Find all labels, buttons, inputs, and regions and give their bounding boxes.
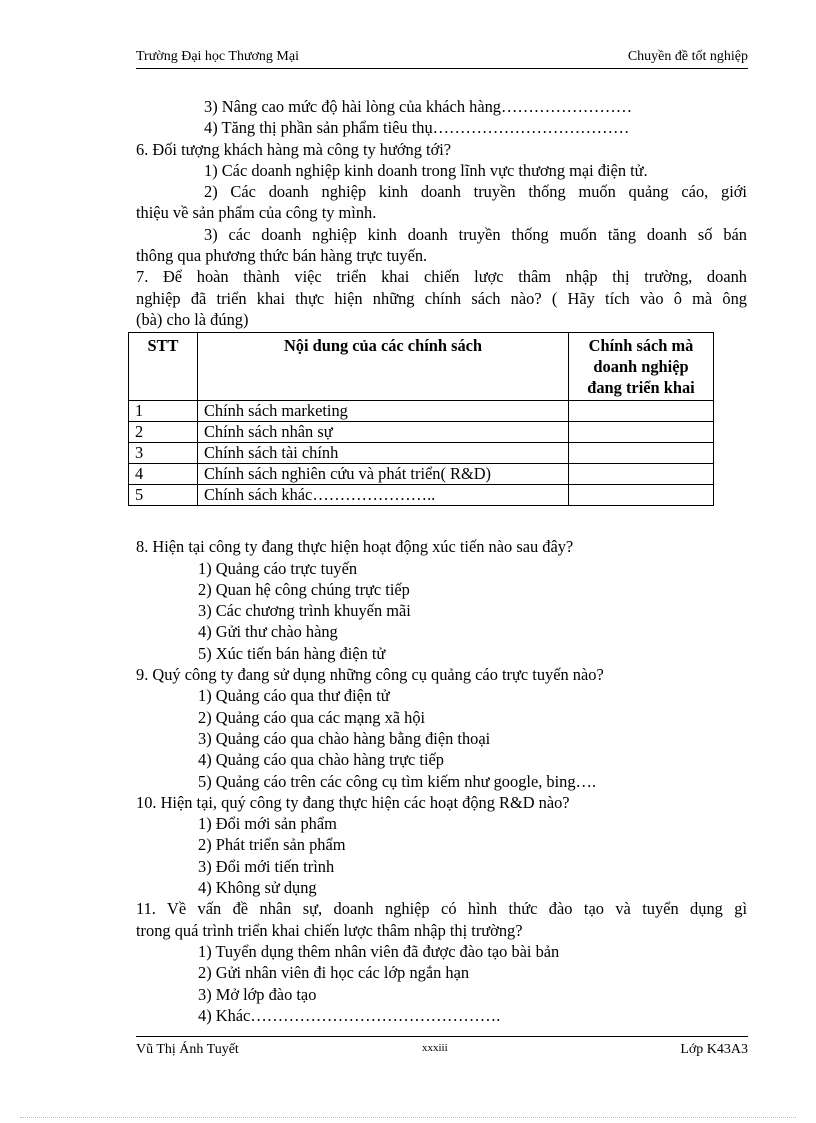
row-stt: 5 [129,485,198,506]
row-stt: 1 [129,401,198,422]
page-content [136,96,747,1026]
header-school: Trường Đại học Thương Mại [136,49,299,64]
q9-option: 5) Quảng cáo trên các công cụ tìm kiếm như google, bing…. [198,771,597,791]
table-row [129,485,714,506]
q7-line-3: (bà) cho là đúng) [136,309,249,329]
page-header [136,48,748,69]
q11-option: 2) Gửi nhân viên đi học các lớp ngắn hạn [198,963,470,983]
page-bottom-border [20,1117,796,1118]
q10-option: 2) Phát triển sản phẩm [198,835,346,855]
q11-option: 3) Mở lớp đào tạo [198,984,317,1004]
row-stt: 4 [129,464,198,485]
q8-option: 5) Xúc tiến bán hàng điện tử [198,643,386,663]
q5-item-4: 4) Tăng thị phần sản phẩm tiêu thụ……………………………… [204,118,630,138]
q11-option: 1) Tuyển dụng thêm nhân viên đã được đào tạo bài bản [198,941,560,961]
q9-option: 4) Quảng cáo qua chào hàng trực tiếp [198,750,444,770]
q8-option: 4) Gửi thư chào hàng [198,622,338,642]
table-row [129,422,714,443]
header-doc-type: Chuyền đề tốt nghiệp [627,49,748,64]
row-content: Chính sách khác………………….. [198,485,569,506]
q6-option-3b: thông qua phương thức bán hàng trực tuyến. [136,246,428,266]
table-row [129,464,714,485]
q6-option-3a: 3) các doanh nghiệp kinh doanh truyền thống muốn tăng doanh số bán [204,224,747,244]
q9-question: 9. Quý công ty đang sử dụng những công cụ quảng cáo trực tuyến nào? [136,665,604,685]
q6-option-2b: thiệu về sản phẩm của công ty mình. [136,203,377,223]
q9-option: 1) Quảng cáo qua thư điện tử [198,686,390,706]
row-checkbox-cell[interactable] [569,422,714,443]
q10-option: 3) Đổi mới tiến trình [198,856,335,876]
table-row [129,401,714,422]
footer-class: Lớp K43A3 [680,1042,748,1057]
footer-page-number: xxxiii [422,1042,448,1054]
q6-option-1: 1) Các doanh nghiệp kinh doanh trong lĩnh vực thương mại điện tử. [204,160,648,180]
q7-line-2: nghiệp đã triển khai thực hiện những chính sách nào? ( Hãy tích vào ô mà ông [136,288,747,308]
q8-option: 1) Quảng cáo trực tuyến [198,558,358,578]
q6-question: 6. Đối tượng khách hàng mà công ty hướng tới? [136,139,452,159]
q10-option: 1) Đổi mới sản phẩm [198,814,337,834]
row-content: Chính sách marketing [198,401,569,422]
q9-option: 3) Quảng cáo qua chào hàng bằng điện thoại [198,728,491,748]
row-stt: 2 [129,422,198,443]
q7-line-1: 7. Để hoàn thành việc triển khai chiến lược thâm nhập thị trường, doanh [136,267,747,287]
q11-line-1: 11. Về vấn đề nhân sự, doanh nghiệp có hình thức đào tạo và tuyển dụng gì [136,899,747,919]
row-content: Chính sách nghiên cứu và phát triển( R&D) [198,464,569,485]
row-content: Chính sách tài chính [198,443,569,464]
q11-line-2: trong quá trình triển khai chiến lược thâm nhập thị trường? [136,920,523,940]
footer-author: Vũ Thị Ánh Tuyết [136,1042,239,1057]
policy-table [128,332,714,506]
q9-option: 2) Quảng cáo qua các mạng xã hội [198,707,426,727]
q8-option: 3) Các chương trình khuyến mãi [198,601,411,621]
q10-option: 4) Không sử dụng [198,878,317,898]
q10-question: 10. Hiện tại, quý công ty đang thực hiện các hoạt động R&D nào? [136,792,570,812]
q11-option: 4) Khác………………………………………. [198,1005,501,1025]
page-footer [136,1036,748,1057]
q8-question: 8. Hiện tại công ty đang thực hiện hoạt động xúc tiến nào sau đây? [136,537,574,557]
table-row [129,443,714,464]
row-stt: 3 [129,443,198,464]
q5-item-3: 3) Nâng cao mức độ hài lòng của khách hàng…………………… [204,97,633,116]
q6-option-2a: 2) Các doanh nghiệp kinh doanh truyền thống muốn quảng cáo, giới [204,182,747,202]
col-header-content: Nội dung của các chính sách [198,333,569,401]
policy-table-header [129,333,714,401]
row-checkbox-cell[interactable] [569,401,714,422]
row-content: Chính sách nhân sự [198,422,569,443]
row-checkbox-cell[interactable] [569,443,714,464]
row-checkbox-cell[interactable] [569,464,714,485]
col-header-implemented: Chính sách mà doanh nghiệp đang triển khai [569,333,714,401]
q8-option: 2) Quan hệ công chúng trực tiếp [198,579,410,599]
row-checkbox-cell[interactable] [569,485,714,506]
col-header-stt: STT [129,333,198,401]
